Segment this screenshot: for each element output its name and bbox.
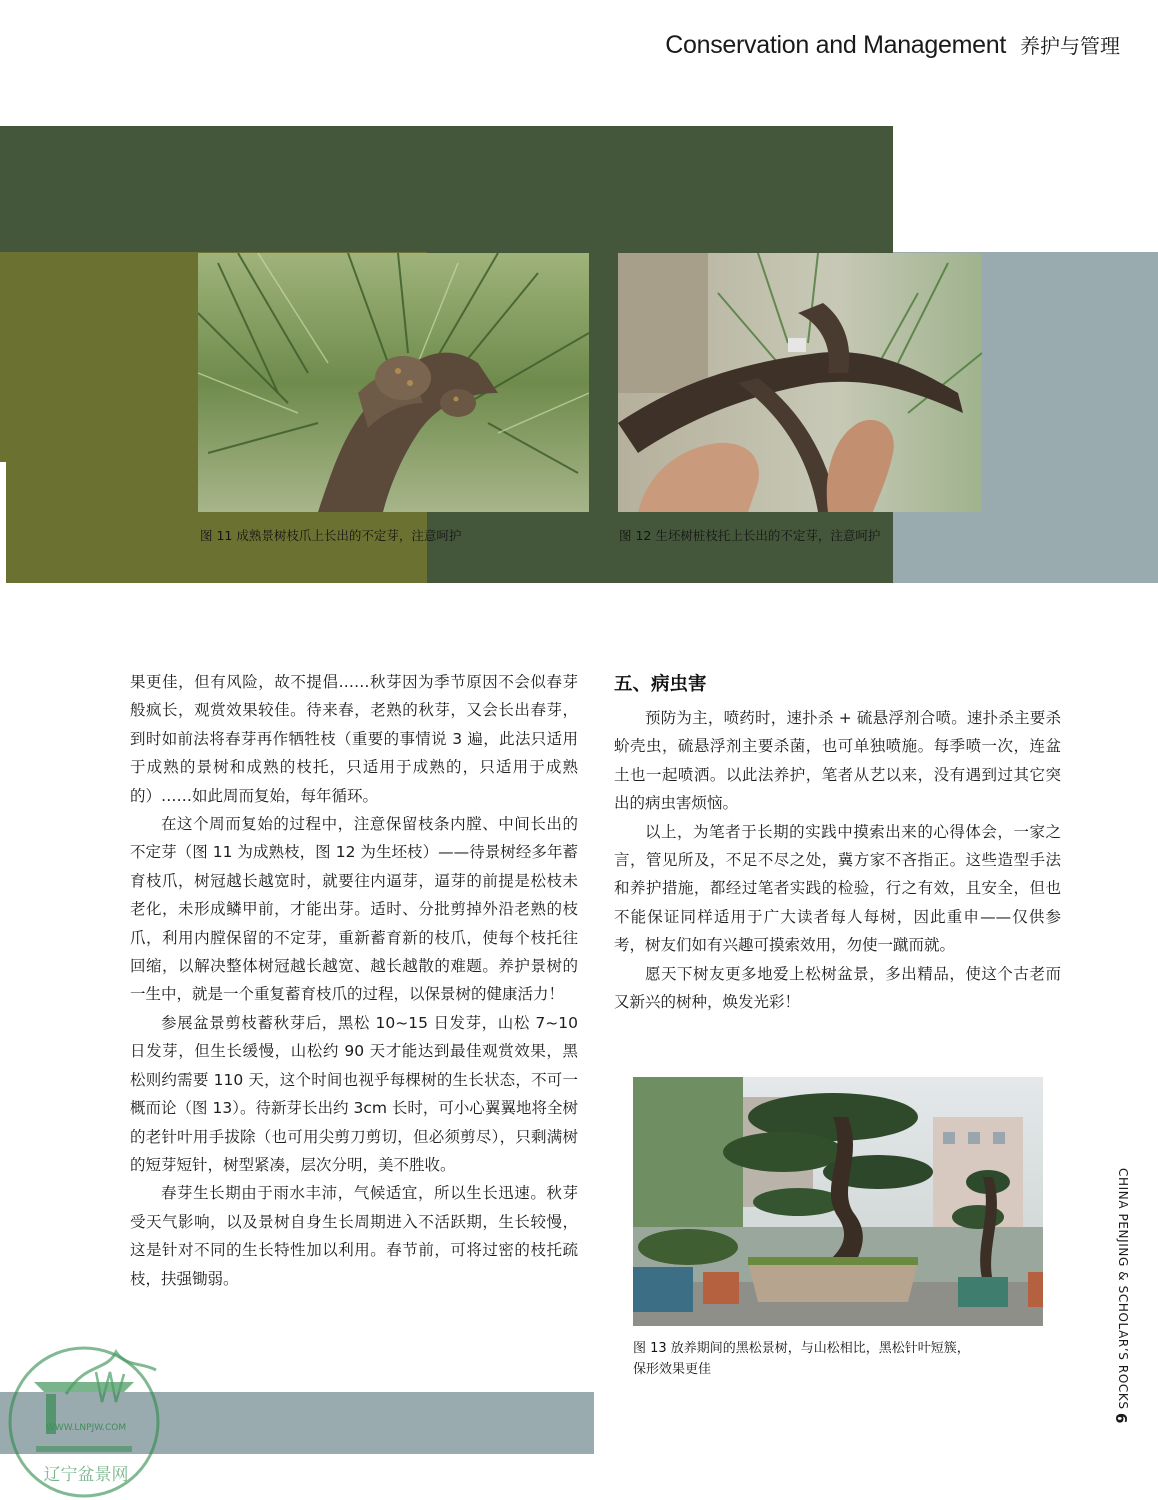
body-paragraph: 参展盆景剪枝蓄秋芽后，黑松 10~15 日发芽，山松 7~10 日发芽，但生长缓慢，山松约 90 天才能达到最佳观赏效果，黑松则约需要 110 天，这个时间也视乎每棵树的生长状态，不可一概而论（图 13）。待新芽长出约 3cm 长时，可小心翼翼地将全树的老针叶用手拔除（也可用尖剪刀剪切，但必须剪尽），只剩满树的短芽短针，树型紧凑，层次分明，美不胜收。 [130,1013,578,1174]
body-paragraph: 在这个周而复始的过程中，注意保留枝条内膛、中间长出的不定芽（图 11 为成熟枝，图 12 为生坯枝）——待景树经多年蓄育枝爪，树冠越长越宽时，就要往内逼芽，逼芽的前提是松枝未老化，未形成鳞甲前，才能出芽。适时、分批剪掉外沿老熟的枝爪，利用内膛保留的不定芽，重新蓄育新的枝爪，使每个枝托往回缩，以解决整体树冠越长越宽、越长越散的难题。养护景树的一生中，就是一个重复蓄育枝爪的过程，以保景树的健康活力！ [130,815,578,1004]
body-paragraph: 以上，为笔者于长期的实践中摸索出来的心得体会，一家之言，管见所及，不足不尽之处，冀方家不吝指正。这些造型手法和养护措施，都经过笔者实践的检验，行之有效，且安全，但也不能保证同样适用于广大读者每人每树，因此重申——仅供参考，树友们如有兴趣可摸索效用，勿使一蹴而就。 [614,822,1061,955]
watermark-site-name: 辽宁盆景网 [43,1465,129,1485]
section-heading: 五、病虫害 [614,674,707,695]
body-paragraph: 愿天下树友更多地爱上松树盆景，多出精品，使这个古老而又新兴的树种，焕发光彩！ [614,964,1061,1012]
body-column-right [614,704,1061,1016]
header-title-en: Conservation and Management [665,31,1006,59]
running-header [560,30,1120,70]
band-notch [0,462,6,583]
figure-11-photo [198,253,589,512]
watermark-url: WWW.LNPJW.COM [45,1423,127,1433]
figure-11-caption: 图 11 成熟景树枝爪上长出的不定芽，注意呵护 [200,528,462,543]
magazine-side-title: CHINA PENJING & SCHOLAR’S ROCKS [1116,1168,1130,1410]
figure-13-caption-line2: 保形效果更佳 [633,1362,712,1377]
body-paragraph: 果更佳，但有风险，故不提倡……秋芽因为季节原因不会似春芽般疯长，观赏效果较佳。待来春，老熟的秋芽，又会长出春芽，到时如前法将春芽再作牺牲枝（重要的事情说 3 遍，此法只适用于成熟的景树和成熟的枝托，只适用于成熟的，只适用于成熟的）……如此周而复始，每年循环。 [130,673,578,805]
site-watermark-logo [6,1322,166,1500]
figure-13-caption [633,1338,1053,1380]
figure-13-caption-line1: 图 13 放养期间的黑松景树，与山松相比，黑松针叶短簇， [633,1341,970,1356]
body-paragraph: 春芽生长期由于雨水丰沛，气候适宜，所以生长迅速。秋芽受天气影响，以及景树自身生长周期进入不活跃期，生长较慢，这是针对不同的生长特性加以利用。春节前，可将过密的枝托疏枝，扶强锄弱。 [130,1184,578,1288]
body-paragraph: 预防为主，喷药时，速扑杀 + 硫悬浮剂合喷。速扑杀主要杀蚧壳虫，硫悬浮剂主要杀菌，也可单独喷施。每季喷一次，连盆土也一起喷洒。以此法养护，笔者从艺以来，没有遇到过其它突出的病虫害烦恼。 [614,709,1061,813]
dark-green-band-top [0,126,893,252]
page-number: 6 [1112,1413,1130,1424]
body-column-left [130,668,578,1293]
header-title-zh: 养护与管理 [1020,34,1120,58]
figure-12-caption: 图 12 生坯树桩枝托上长出的不定芽，注意呵护 [619,528,881,543]
figure-12-photo [618,253,982,512]
figure-13-photo [633,1077,1043,1326]
